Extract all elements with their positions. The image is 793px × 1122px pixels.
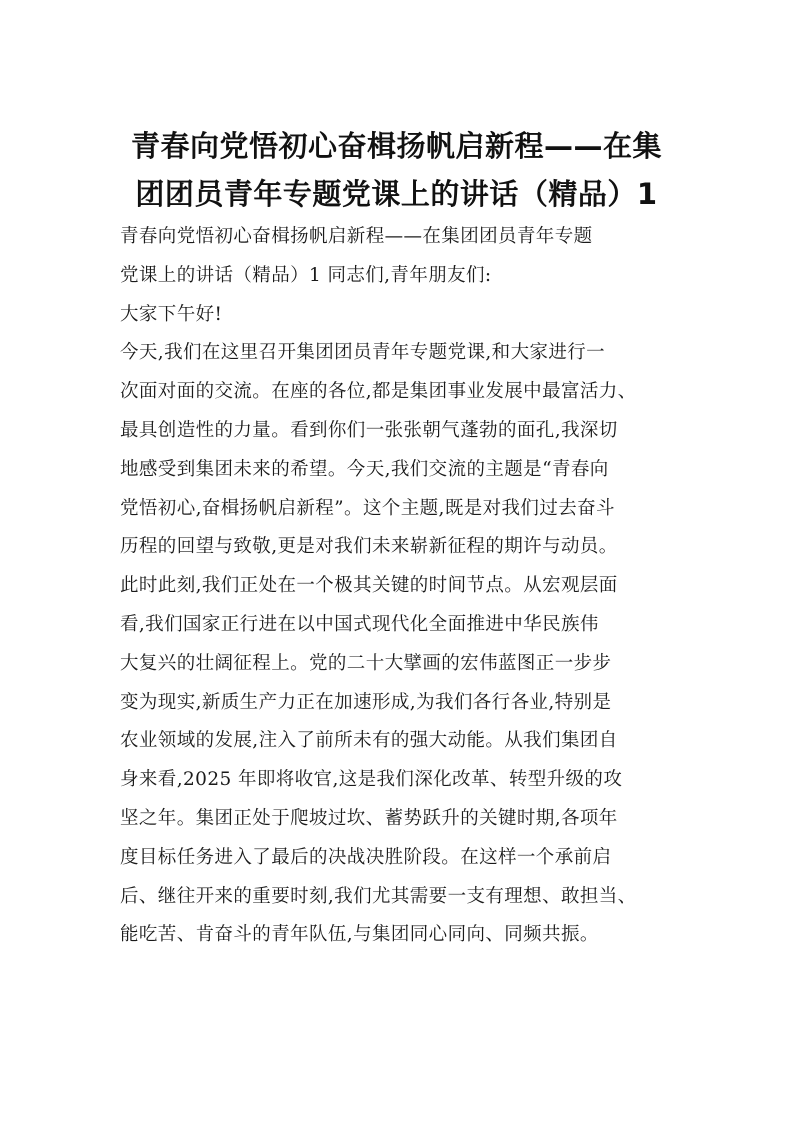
body-line: 度目标任务进入了最后的决战决胜阶段。在这样一个承前启 bbox=[120, 846, 612, 868]
body-line: 农业领域的发展,注入了前所未有的强大动能。从我们集团自 bbox=[120, 730, 618, 752]
body-line: 青春向党悟初心奋楫扬帆启新程——在集团团员青年专题 bbox=[120, 226, 593, 247]
body-line: 今天,我们在这里召开集团团员青年专题党课,和大家进行一 bbox=[120, 342, 606, 364]
body-line: 后、继往开来的重要时刻,我们尤其需要一支有理想、敢担当、 bbox=[120, 885, 637, 907]
title-line-1: 青春向党悟初心奋楫扬帆启新程——在集 bbox=[130, 129, 662, 163]
title-line-2: 团团员青年专题党课上的讲话（精品）1 bbox=[135, 177, 658, 211]
body-line: 历程的回望与致敬,更是对我们未来崭新征程的期许与动员。 bbox=[120, 536, 618, 558]
body-line: 地感受到集团未来的希望。今天,我们交流的主题是“青春向 bbox=[120, 458, 609, 480]
body-line: 党课上的讲话（精品）1 同志们,青年朋友们: bbox=[120, 264, 492, 286]
body-line: 坚之年。集团正处于爬坡过坎、蓄势跃升的关键时期,各项年 bbox=[120, 807, 618, 829]
body-line: 大复兴的壮阔征程上。党的二十大擘画的宏伟蓝图正一步步 bbox=[120, 652, 612, 674]
body-line: 最具创造性的力量。看到你们一张张朝气蓬勃的面孔,我深切 bbox=[120, 419, 618, 441]
body-line: 党悟初心,奋楫扬帆启新程”。这个主题,既是对我们过去奋斗 bbox=[120, 497, 615, 519]
document-title bbox=[100, 122, 693, 218]
body-line: 变为现实,新质生产力正在加速形成,为我们各行各业,特别是 bbox=[120, 691, 612, 713]
body-line: 此时此刻,我们正处在一个极其关键的时间节点。从宏观层面 bbox=[120, 575, 618, 597]
document-body bbox=[120, 218, 680, 955]
body-line: 能吃苦、肯奋斗的青年队伍,与集团同心同向、同频共振。 bbox=[120, 924, 599, 946]
body-line: 大家下午好! bbox=[120, 303, 223, 325]
body-line: 次面对面的交流。在座的各位,都是集团事业发展中最富活力、 bbox=[120, 381, 637, 403]
body-line: 看,我们国家正行进在以中国式现代化全面推进中华民族伟 bbox=[120, 613, 599, 635]
body-line: 身来看,2025 年即将收官,这是我们深化改革、转型升级的攻 bbox=[120, 769, 623, 791]
